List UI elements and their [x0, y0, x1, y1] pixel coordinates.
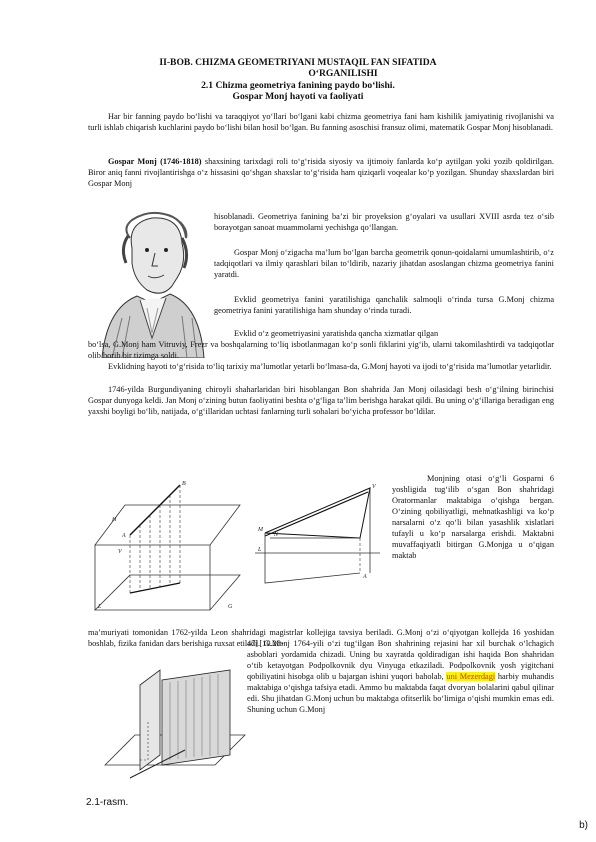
- fig1-label-b: B: [182, 481, 186, 487]
- page-letter: b): [579, 820, 588, 831]
- fig2-label-a: A: [363, 574, 367, 580]
- plane-figure-bottom: [100, 660, 250, 790]
- fig1-label-l: L: [98, 604, 102, 610]
- paragraph-monj-generalized: Gospar Monj o‘zigacha ma’lum bo‘lgan barcha geometrik qonun-qoidalarni umumlashtirib, o‘z tadqiqotlari va ilmiy qarashlari bilan to‘ldirib, nazariy jihatdan asoslangan chizma geometriya fanini yaratdi.: [214, 248, 554, 279]
- section-title: 2.1 Chizma geometriya fanining paydo bo‘lishi.: [201, 80, 395, 91]
- monj-portrait: [92, 208, 212, 358]
- projection-figure-right: [250, 478, 385, 603]
- projection-figure-left: [90, 475, 245, 620]
- chapter-heading-line2: O‘RGANILISHI: [308, 68, 378, 79]
- paragraph-bon-plan: [247, 638, 554, 715]
- paragraph-vitruviy: bo‘lsa, G.Monj ham Vitruviy, Frezr va boshqalarning to‘liq isbotlanmagan ko‘p sonli fiklarini yig‘ib, ularni takomilashtirdi va tadqiqotlar olib borib bir tizimga soldi.: [88, 340, 554, 360]
- fig1-label-a: A: [122, 533, 126, 539]
- paragraph-evklid-life: Evklidning hayoti to‘g‘risida to‘liq tarixiy ma’lumotlar yetarli bo‘lmasa-da, G.Monj hayoti va ijodi to‘g‘risida ma’lumotlar yetarlidir.: [108, 362, 552, 371]
- fig1-label-g: G: [228, 604, 233, 610]
- paragraph-school: Monjning otasi o‘g‘li Gosparni 6 yoshligida tug‘ilib o‘sgan Bon shahridagi Oratormanlar maktabiga o‘qishga bergan. O‘zining qobiliyatligi, mehnatkashligi va ko‘p narsalarni o‘z qo‘li bilan yasashlik xislatlari tufayli u ko‘p narsalarga erishdi. Maktabni muvaffaqiyatli bitirgan G.Monjga u o‘qigan maktab: [392, 474, 554, 560]
- bon-plan-text-rest: harbiy muhandis maktabiga o‘qishga tafsiya etadi. Ammo bu maktabda faqat dvoryan bolalarini qabul qilinar edi. Shu jihatdan G.Monj uchun bu maktabga ofitserlik bo‘limiga o‘qishi mumkin emas edi. Shuning uchun G.Monj: [247, 672, 555, 714]
- chapter-heading-line1: II-BOB. CHIZMA GEOMETRIYANI MUSTAQIL FAN SIFATIDA: [159, 57, 437, 68]
- highlighted-text: uni Mezerdagi: [446, 672, 496, 681]
- paragraph-leon-college: ma’muriyati tomonidan 1762-yilda Leon shahridagi magistrlar kollejiga tavsiya beriladi. G.Monj o‘zi o‘qiyotgan kollejda 16 yoshidan boshlab, fizika fanidan dars berishiga ruxsat etiladi [10.28-: [88, 628, 554, 648]
- fig1-label-h: H: [112, 517, 117, 523]
- paragraph-euclid-side: Evklid o‘z geometriyasini yaratishda qancha xizmatlar qilgan: [234, 329, 439, 338]
- bon-plan-text: 47]. G.Monj 1764-yili o‘zi tug‘ilgan Bon shahrining rejasini har xil burchak o‘lchagich asboblari yordamida chizadi. Uning bu xayratda qoldiradigan ishi haqida Bon shahridan o‘tib ketayotgan Podpolkovnik dyu Vinyuga etkaziladi. Podpolkovnik yosh yigitchani qobiliyatini hisobga olib u bajargan ishini yuqori baholab,: [247, 639, 554, 681]
- figure-caption: 2.1-rasm.: [86, 797, 129, 808]
- monj-intro-text: shaxsining tarixdagi roli to‘g‘risida siyosiy va ijtimoiy fanlarda ko‘p aytilgan yoki yozib qoldirilgan. Biror aniq fanni rivojlantirishga o‘z hissasini qo‘shgan shaxslar to‘g‘risida ham qiziqarli voqealar ko‘p yozilgan. Shunday shaxslardan biri Gospar Monj: [88, 157, 554, 188]
- fig1-label-v: V: [118, 549, 122, 555]
- monj-name-bold: Gospar Monj (1746-1818): [108, 157, 202, 166]
- fig2-label-m: M: [258, 527, 263, 533]
- fig2-label-l: L: [258, 547, 262, 553]
- paragraph-burgundy: 1746-yilda Burgundiyaning chiroyli shaharlaridan biri hisoblangan Bon shahrida Jan Monj oilasidagi besh o‘g‘ilning birinchisi Gospar dunyoga keldi. Jan Monj o‘zining butun faoliyatini beshta o‘g‘liga ta’lim berishga harakat qildi. Bu uning o‘g‘illariga beradigan eng yaxshi boyligi bo‘lib, natijada, o‘g‘illaridan uchtasi fanlarning turli sohalari bo‘yicha professor bo‘ldilar.: [88, 385, 554, 416]
- section-subtitle: Gospar Monj hayoti va faoliyati: [232, 91, 364, 102]
- paragraph-intro: Har bir fanning paydo bo‘lishi va taraqqiyot yo‘llari bo‘lgani kabi chizma geometriya fani ham kishilik jamiyatinig rivojlanishi va turli ishlab chiqarish kuchlarini paydo bo‘lishi bilan hosil bo‘lgan. Bu fanning asoschisi fransuz olimi, matematik Gospar Monj hisoblanadi.: [88, 112, 554, 132]
- fig2-label-n: N: [274, 532, 279, 538]
- fig2-label-v: V: [372, 484, 376, 490]
- paragraph-geometry-side: hisoblanadi. Geometriya fanining ba’zi bir proyeksion g‘oyalari va usullari XVIII asrda tez o‘sib borayotgan sanoat muammolarni yechishga qo‘llangan.: [214, 212, 554, 232]
- paragraph-monj-intro: [88, 156, 554, 189]
- paragraph-euclid: Evklid geometriya fanini yaratilishiga qanchalik salmoqli o‘rinda tursa G.Monj chizma geometriya fanini yaratilishiga ham shunday o‘rinda turadi.: [214, 295, 554, 315]
